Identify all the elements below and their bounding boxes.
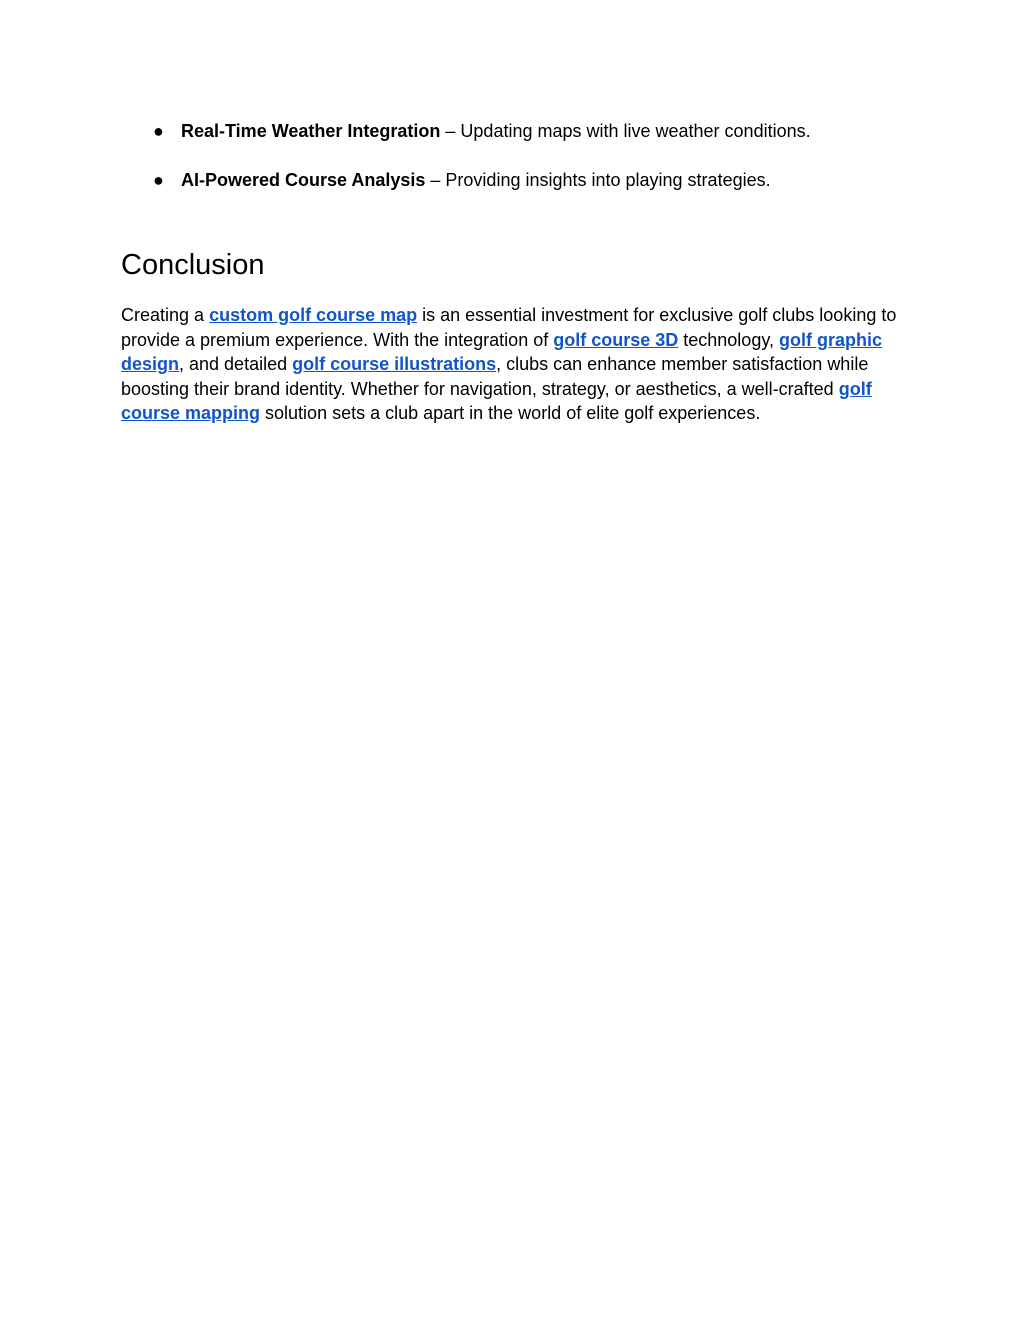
paragraph-text: is an essential investment for exclusive golf clubs looking to provide a premium experience. With the integration of <box>121 305 897 350</box>
section-heading: Conclusion <box>121 249 265 281</box>
paragraph-text: solution sets a club apart in the world of elite golf experiences. <box>260 403 761 423</box>
bullet-text: – Updating maps with live weather conditions. <box>440 121 811 141</box>
link-custom-golf-course-map[interactable]: custom golf course map <box>209 305 418 325</box>
conclusion-paragraph <box>121 303 911 426</box>
paragraph-text: Creating a <box>121 305 210 325</box>
feature-bullet-list <box>121 117 911 215</box>
paragraph-text: , and detailed <box>179 354 293 374</box>
bullet-title: AI-Powered Course Analysis <box>181 170 426 190</box>
bullet-item-ai-analysis <box>121 166 911 194</box>
paragraph-text: technology, <box>678 329 779 350</box>
bullet-item-weather <box>121 117 911 145</box>
bullet-text: – Providing insights into playing strategies. <box>425 170 771 190</box>
bullet-icon: ● <box>153 170 164 190</box>
bullet-icon: ● <box>153 121 164 141</box>
bullet-title: Real-Time Weather Integration <box>181 121 441 141</box>
paragraph-text: , clubs can enhance member satisfaction while boosting their brand identity. Whether for navigation, strategy, or aesthetics, a well-crafted <box>121 354 869 399</box>
link-golf-course-mapping[interactable]: golf course mapping <box>121 378 872 423</box>
link-golf-course-illustrations[interactable]: golf course illustrations <box>292 354 497 374</box>
link-golf-graphic-design[interactable]: golf graphic design <box>121 329 882 374</box>
link-golf-course-3d[interactable]: golf course 3D <box>553 329 679 350</box>
